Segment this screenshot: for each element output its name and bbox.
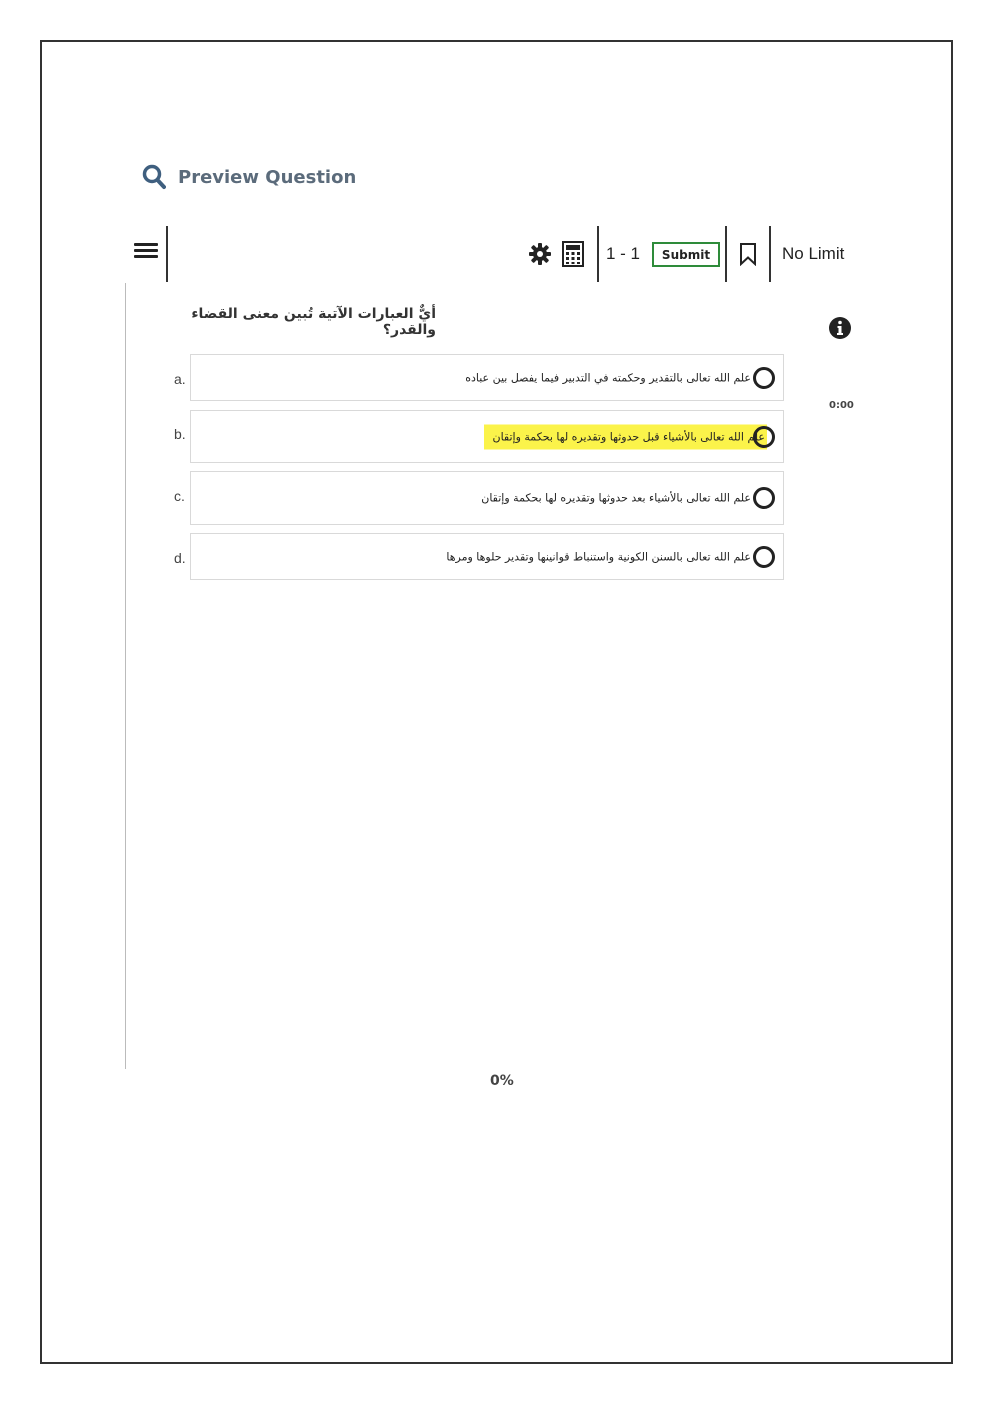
progress-percent: 0% bbox=[490, 1073, 514, 1089]
question-toolbar bbox=[128, 226, 858, 282]
search-icon bbox=[142, 164, 166, 190]
option-letter: a. bbox=[174, 371, 186, 387]
option-text: علم الله تعالى بالسنن الكونية واستنباط قوانينها وتقدير حلوها ومرها bbox=[446, 550, 751, 563]
page-title: Preview Question bbox=[178, 166, 357, 188]
option-text: علم الله تعالى بالأشياء بعد حدوثها وتقديره لها بحكمة وإتقان bbox=[481, 491, 751, 505]
question-range: 1 - 1 bbox=[606, 244, 641, 263]
preview-header bbox=[142, 164, 356, 190]
toolbar-divider bbox=[769, 226, 771, 282]
time-limit: No Limit bbox=[782, 244, 845, 263]
submit-button[interactable]: Submit bbox=[652, 242, 720, 267]
calculator-icon[interactable] bbox=[561, 241, 585, 267]
option-letter: d. bbox=[174, 550, 186, 566]
option-letter: b. bbox=[174, 426, 186, 442]
content-divider bbox=[125, 283, 126, 1069]
toolbar-divider bbox=[597, 226, 599, 282]
answer-option-a[interactable] bbox=[190, 354, 784, 401]
radio-button[interactable] bbox=[753, 426, 775, 448]
option-letter: c. bbox=[174, 488, 185, 504]
gear-icon[interactable] bbox=[528, 242, 552, 266]
option-text: علم الله تعالى بالتقدير وحكمته في التدبير فيما يفصل بين عباده bbox=[465, 371, 751, 384]
option-text: علم الله تعالى بالأشياء قبل حدوثها وتقديره لها بحكمة وإتقان bbox=[484, 424, 767, 449]
answer-option-c[interactable] bbox=[190, 471, 784, 525]
answer-option-b[interactable] bbox=[190, 410, 784, 463]
radio-button[interactable] bbox=[753, 487, 775, 509]
answer-option-d[interactable] bbox=[190, 533, 784, 580]
info-icon[interactable] bbox=[828, 316, 852, 340]
bookmark-icon[interactable] bbox=[738, 242, 758, 266]
hamburger-menu-icon[interactable] bbox=[134, 240, 158, 266]
question-text: أيٌّ العبارات الآتية تُبين معنى القضاء والقدر؟ bbox=[191, 306, 436, 338]
toolbar-divider bbox=[166, 226, 168, 282]
toolbar-divider bbox=[725, 226, 727, 282]
timer: 0:00 bbox=[829, 400, 854, 411]
radio-button[interactable] bbox=[753, 546, 775, 568]
radio-button[interactable] bbox=[753, 367, 775, 389]
